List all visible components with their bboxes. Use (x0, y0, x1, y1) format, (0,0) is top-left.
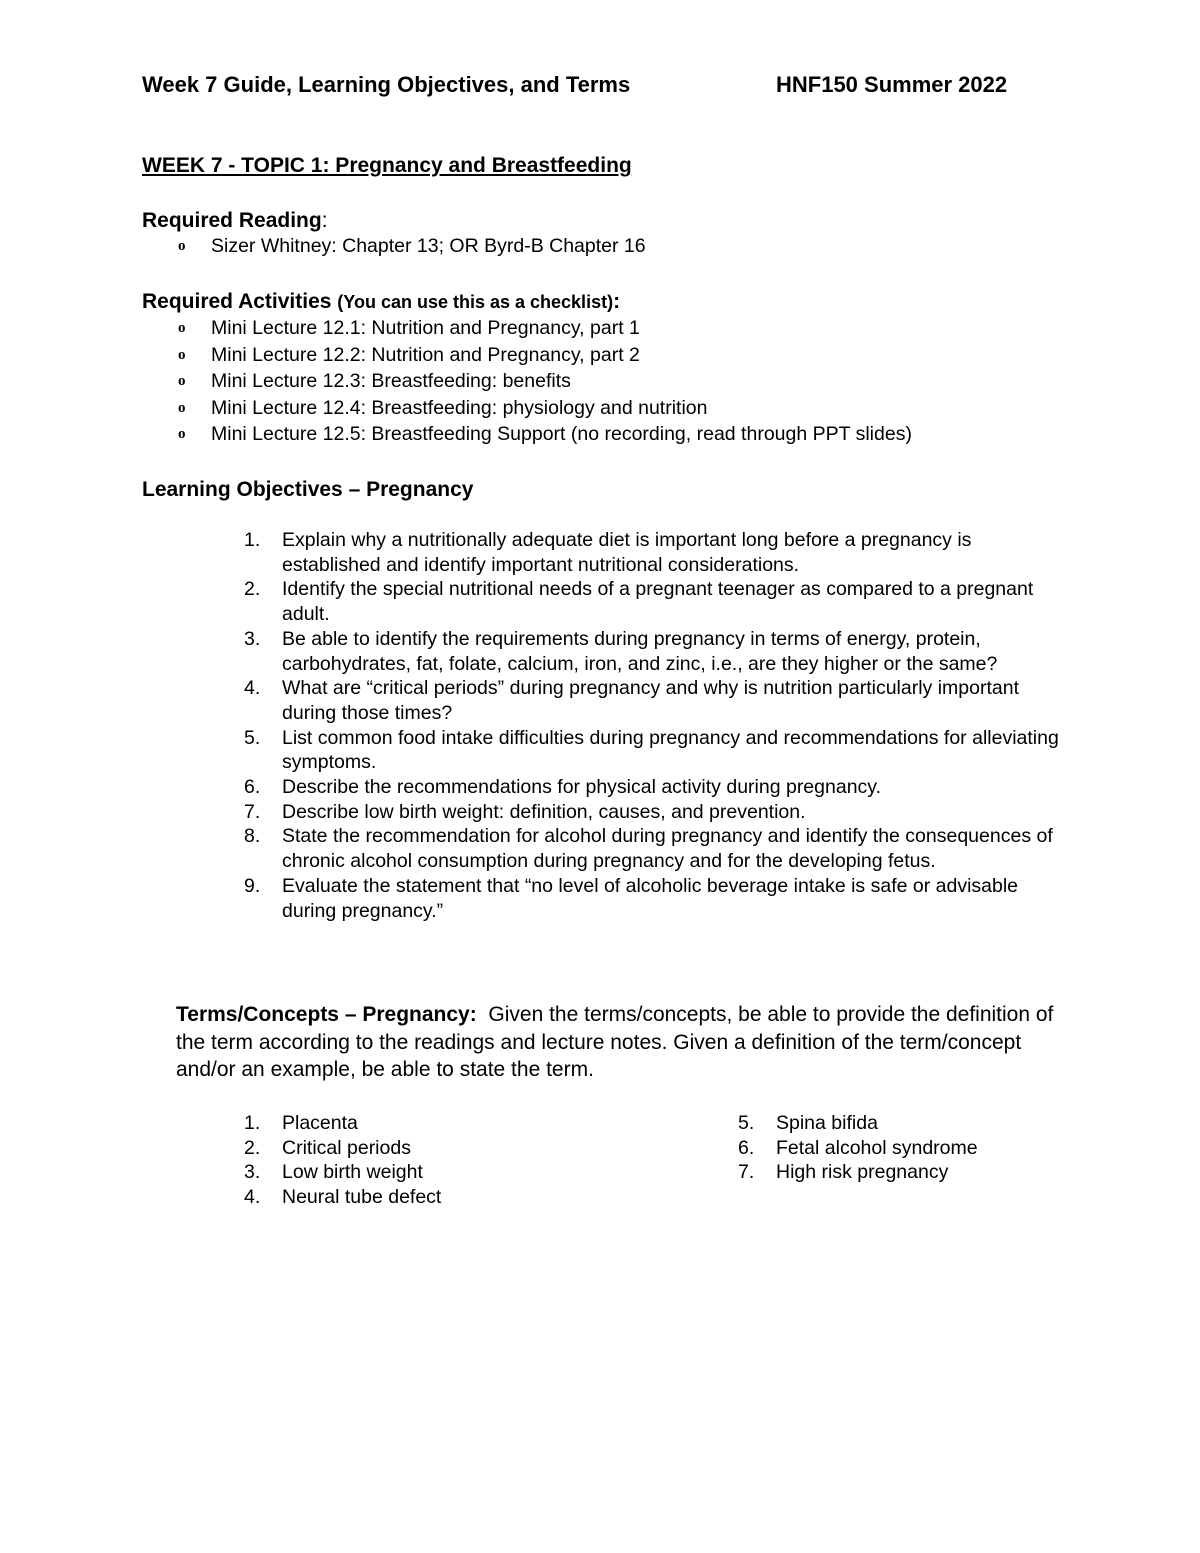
item-number: 2. (244, 1136, 261, 1159)
activities-note: (You can use this as a checklist) (337, 292, 614, 312)
objective-text: Be able to identify the requirements during pregnancy in terms of energy, protein, carbohydrates, fat, folate, calcium, iron, and zinc, i.e., are they higher or the same? (282, 627, 998, 675)
term-text: Fetal alcohol syndrome (776, 1136, 978, 1159)
item-number: 6. (738, 1136, 755, 1159)
item-number: 1. (244, 1112, 261, 1134)
item-number: 9. (244, 874, 261, 897)
item-number: 7. (738, 1161, 755, 1184)
terms-heading: Terms/Concepts – Pregnancy: (176, 1003, 477, 1026)
term-text: High risk pregnancy (776, 1161, 949, 1184)
list-item (240, 824, 1070, 873)
activity-item: Mini Lecture 12.3: Breastfeeding: benefits (211, 370, 571, 392)
item-number: 4. (244, 1186, 261, 1209)
list-item (734, 1111, 978, 1136)
terms-list-left (240, 1111, 441, 1210)
reading-list (178, 233, 646, 260)
list-item (240, 874, 1070, 923)
item-number: 3. (244, 627, 261, 650)
list-item (240, 676, 1070, 725)
item-number: 6. (244, 776, 261, 799)
item-number: 7. (244, 800, 261, 823)
bullet-icon: o (178, 373, 186, 389)
term-text: Spina bifida (776, 1112, 878, 1134)
list-item (178, 233, 646, 260)
term-text: Placenta (282, 1112, 358, 1134)
list-item (240, 1136, 441, 1161)
term-text: Critical periods (282, 1136, 411, 1159)
item-number: 8. (244, 825, 261, 848)
list-item (240, 528, 1070, 577)
term-text: Neural tube defect (282, 1186, 442, 1209)
term-text: Low birth weight (282, 1161, 423, 1184)
list-item (178, 315, 912, 342)
objective-text: Describe the recommendations for physical activity during pregnancy. (282, 776, 882, 799)
activities-heading-text: Required Activities (142, 290, 332, 313)
activity-item: Mini Lecture 12.1: Nutrition and Pregnancy, part 1 (211, 317, 640, 339)
list-item (178, 395, 912, 422)
course-term: HNF150 Summer 2022 (776, 72, 1008, 97)
activities-list (178, 315, 912, 448)
objective-text: What are “critical periods” during pregnancy and why is nutrition particularly important during those times? (282, 677, 1019, 724)
item-number: 2. (244, 578, 261, 601)
objective-text: Identify the special nutritional needs of a pregnant teenager as compared to a pregnant adult. (282, 578, 1034, 626)
item-number: 3. (244, 1161, 261, 1184)
objectives-heading: Learning Objectives – Pregnancy (142, 478, 474, 501)
reading-heading-colon: : (321, 209, 328, 232)
objective-text: List common food intake difficulties during pregnancy and recommendations for alleviating symptoms. (282, 726, 1059, 774)
list-item (178, 342, 912, 369)
topic-title: WEEK 7 - TOPIC 1: Pregnancy and Breastfeeding (142, 154, 632, 177)
list-item (240, 1185, 441, 1210)
objectives-list (240, 528, 1070, 923)
activities-heading (142, 288, 620, 316)
list-item (240, 1160, 441, 1185)
objective-text: Evaluate the statement that “no level of alcoholic beverage intake is safe or advisable during pregnancy.” (282, 874, 1019, 922)
list-item (178, 421, 912, 448)
bullet-icon: o (178, 426, 186, 442)
item-number: 5. (244, 726, 261, 749)
list-item (240, 726, 1070, 775)
terms-body: Given the terms/concepts, be able to provide the definition of the term according to the readings and lecture notes. Given a definition of the term/concept and/or an example, be able to state the term. (176, 1003, 1054, 1081)
activity-item: Mini Lecture 12.2: Nutrition and Pregnancy, part 2 (211, 343, 640, 366)
objective-text: Explain why a nutritionally adequate diet is important long before a pregnancy is established and identify important nutritional considerations. (282, 529, 972, 576)
list-item (240, 627, 1070, 676)
terms-list-right (734, 1111, 978, 1185)
objective-text: State the recommendation for alcohol during pregnancy and identify the consequences of chronic alcohol consumption during pregnancy and for the developing fetus. (282, 825, 1053, 873)
list-item (734, 1160, 978, 1185)
list-item (734, 1136, 978, 1161)
objective-text: Describe low birth weight: definition, causes, and prevention. (282, 800, 806, 823)
list-item (240, 577, 1070, 626)
activity-item: Mini Lecture 12.5: Breastfeeding Support (no recording, read through PPT slides) (211, 423, 912, 445)
bullet-icon: o (178, 238, 186, 254)
bullet-icon: o (178, 399, 186, 416)
list-item (240, 1111, 441, 1136)
header-title: Week 7 Guide, Learning Objectives, and Terms (142, 72, 631, 97)
item-number: 5. (738, 1112, 755, 1134)
item-number: 4. (244, 677, 261, 700)
list-item (240, 775, 1070, 800)
item-number: 1. (244, 529, 261, 551)
list-item (240, 800, 1070, 825)
reading-item: Sizer Whitney: Chapter 13; OR Byrd-B Chapter 16 (211, 235, 646, 257)
list-item (178, 368, 912, 395)
activity-item: Mini Lecture 12.4: Breastfeeding: physiology and nutrition (211, 396, 708, 419)
bullet-icon: o (178, 320, 186, 336)
activities-heading-colon: : (613, 290, 621, 313)
bullet-icon: o (178, 346, 186, 363)
reading-heading (142, 207, 328, 235)
terms-instructions (176, 1001, 1056, 1084)
reading-heading-text: Required Reading (142, 209, 322, 232)
